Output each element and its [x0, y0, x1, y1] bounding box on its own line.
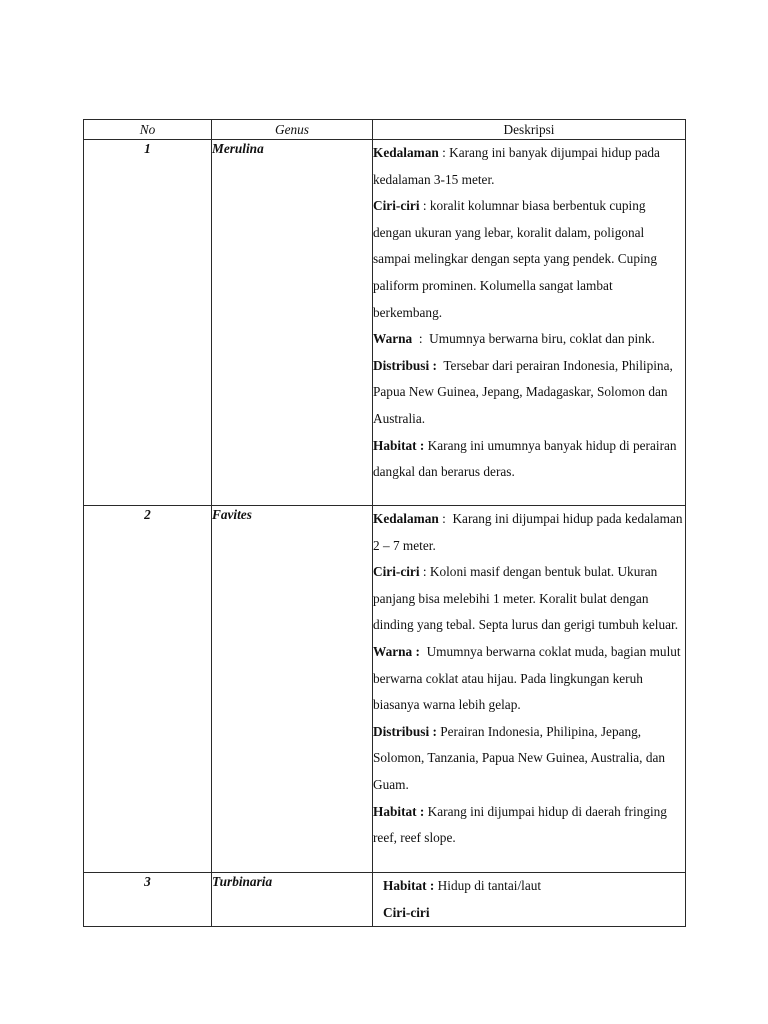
description-entry: [383, 900, 685, 927]
entry-key: Ciri-ciri: [373, 198, 420, 214]
header-genus: Genus: [212, 120, 373, 140]
entry-value: Perairan Indonesia, Philipina, Jepang, Solomon, Tanzania, Papua New Guinea, Australia, dan Guam.: [373, 723, 666, 792]
entry-value: Karang ini dijumpai hidup di daerah fringing reef, reef slope.: [373, 803, 667, 846]
entry-value: Karang ini umumnya banyak hidup di perairan dangkal dan berarus deras.: [373, 437, 677, 480]
entry-value: Hidup di tantai/laut: [437, 878, 542, 893]
entry-key: Kedalaman: [373, 145, 439, 160]
entry-key: Warna :: [373, 643, 420, 659]
entry-value: Umumnya berwarna biru, coklat dan pink.: [429, 331, 655, 347]
description-cell: [373, 140, 686, 506]
genus-name: Turbinaria: [212, 873, 373, 927]
description-entry: [373, 433, 685, 486]
header-no: No: [84, 120, 212, 140]
description-entry: [373, 353, 685, 433]
entry-key: Warna: [373, 331, 413, 347]
description-entry: [373, 719, 685, 799]
table-row: [84, 140, 686, 506]
table-header-row: [84, 120, 686, 140]
entry-value: Umumnya berwarna coklat muda, bagian mulut berwarna coklat atau hijau. Pada lingkungan keruh biasanya warna lebih gelap.: [373, 643, 681, 713]
genus-name: Favites: [212, 506, 373, 873]
genus-name: Merulina: [212, 140, 373, 506]
entry-separator: :: [412, 331, 430, 347]
entry-key: Ciri-ciri: [373, 564, 420, 580]
description-cell: [373, 506, 686, 873]
row-number: 1: [84, 140, 212, 506]
table-row: [84, 506, 686, 873]
description-cell: [373, 873, 686, 927]
entry-separator: :: [419, 564, 430, 580]
entry-value: Koloni masif dengan bentuk bulat. Ukuran panjang bisa melebihi 1 meter. Koralit bulat dengan dinding yang tebal. Septa lurus dan gerigi tumbuh keluar.: [373, 564, 679, 633]
description-entry: [373, 140, 685, 193]
row-number: 2: [84, 506, 212, 873]
coral-genus-table: [83, 119, 686, 927]
entry-key: Habitat :: [383, 878, 435, 893]
description-entry: [373, 559, 685, 639]
entry-value: Karang ini dijumpai hidup pada kedalaman 2 – 7 meter.: [373, 511, 683, 553]
entry-value: Karang ini banyak dijumpai hidup pada kedalaman 3-15 meter.: [373, 145, 660, 187]
entry-key: Ciri-ciri: [383, 904, 430, 920]
description-entry: [373, 799, 685, 852]
description-entry: [383, 873, 685, 900]
entry-separator: :: [419, 198, 430, 214]
entry-separator: :: [438, 511, 453, 526]
description-entry: [373, 506, 685, 559]
entry-value: koralit kolumnar biasa berbentuk cuping dengan ukuran yang lebar, koralit dalam, poligonal sampai melingkar dengan septa yang pendek. Cuping paliform prominen. Kolumella sangat lambat berkembang.: [373, 198, 657, 320]
entry-separator: [420, 644, 427, 659]
table-row: [84, 873, 686, 927]
entry-key: Habitat :: [373, 803, 425, 819]
description-entry: [373, 193, 685, 326]
description-entry: [373, 326, 685, 353]
header-deskripsi: Deskripsi: [373, 120, 686, 140]
row-number: 3: [84, 873, 212, 927]
entry-value: Tersebar dari perairan Indonesia, Philipina, Papua New Guinea, Jepang, Madagaskar, Solomon dan Australia.: [373, 357, 673, 426]
entry-separator: :: [438, 145, 450, 160]
description-entry: [373, 639, 685, 719]
entry-key: Habitat :: [373, 437, 425, 453]
entry-key: Distribusi :: [373, 723, 437, 739]
entry-key: Distribusi :: [373, 357, 437, 373]
entry-key: Kedalaman: [373, 511, 439, 526]
